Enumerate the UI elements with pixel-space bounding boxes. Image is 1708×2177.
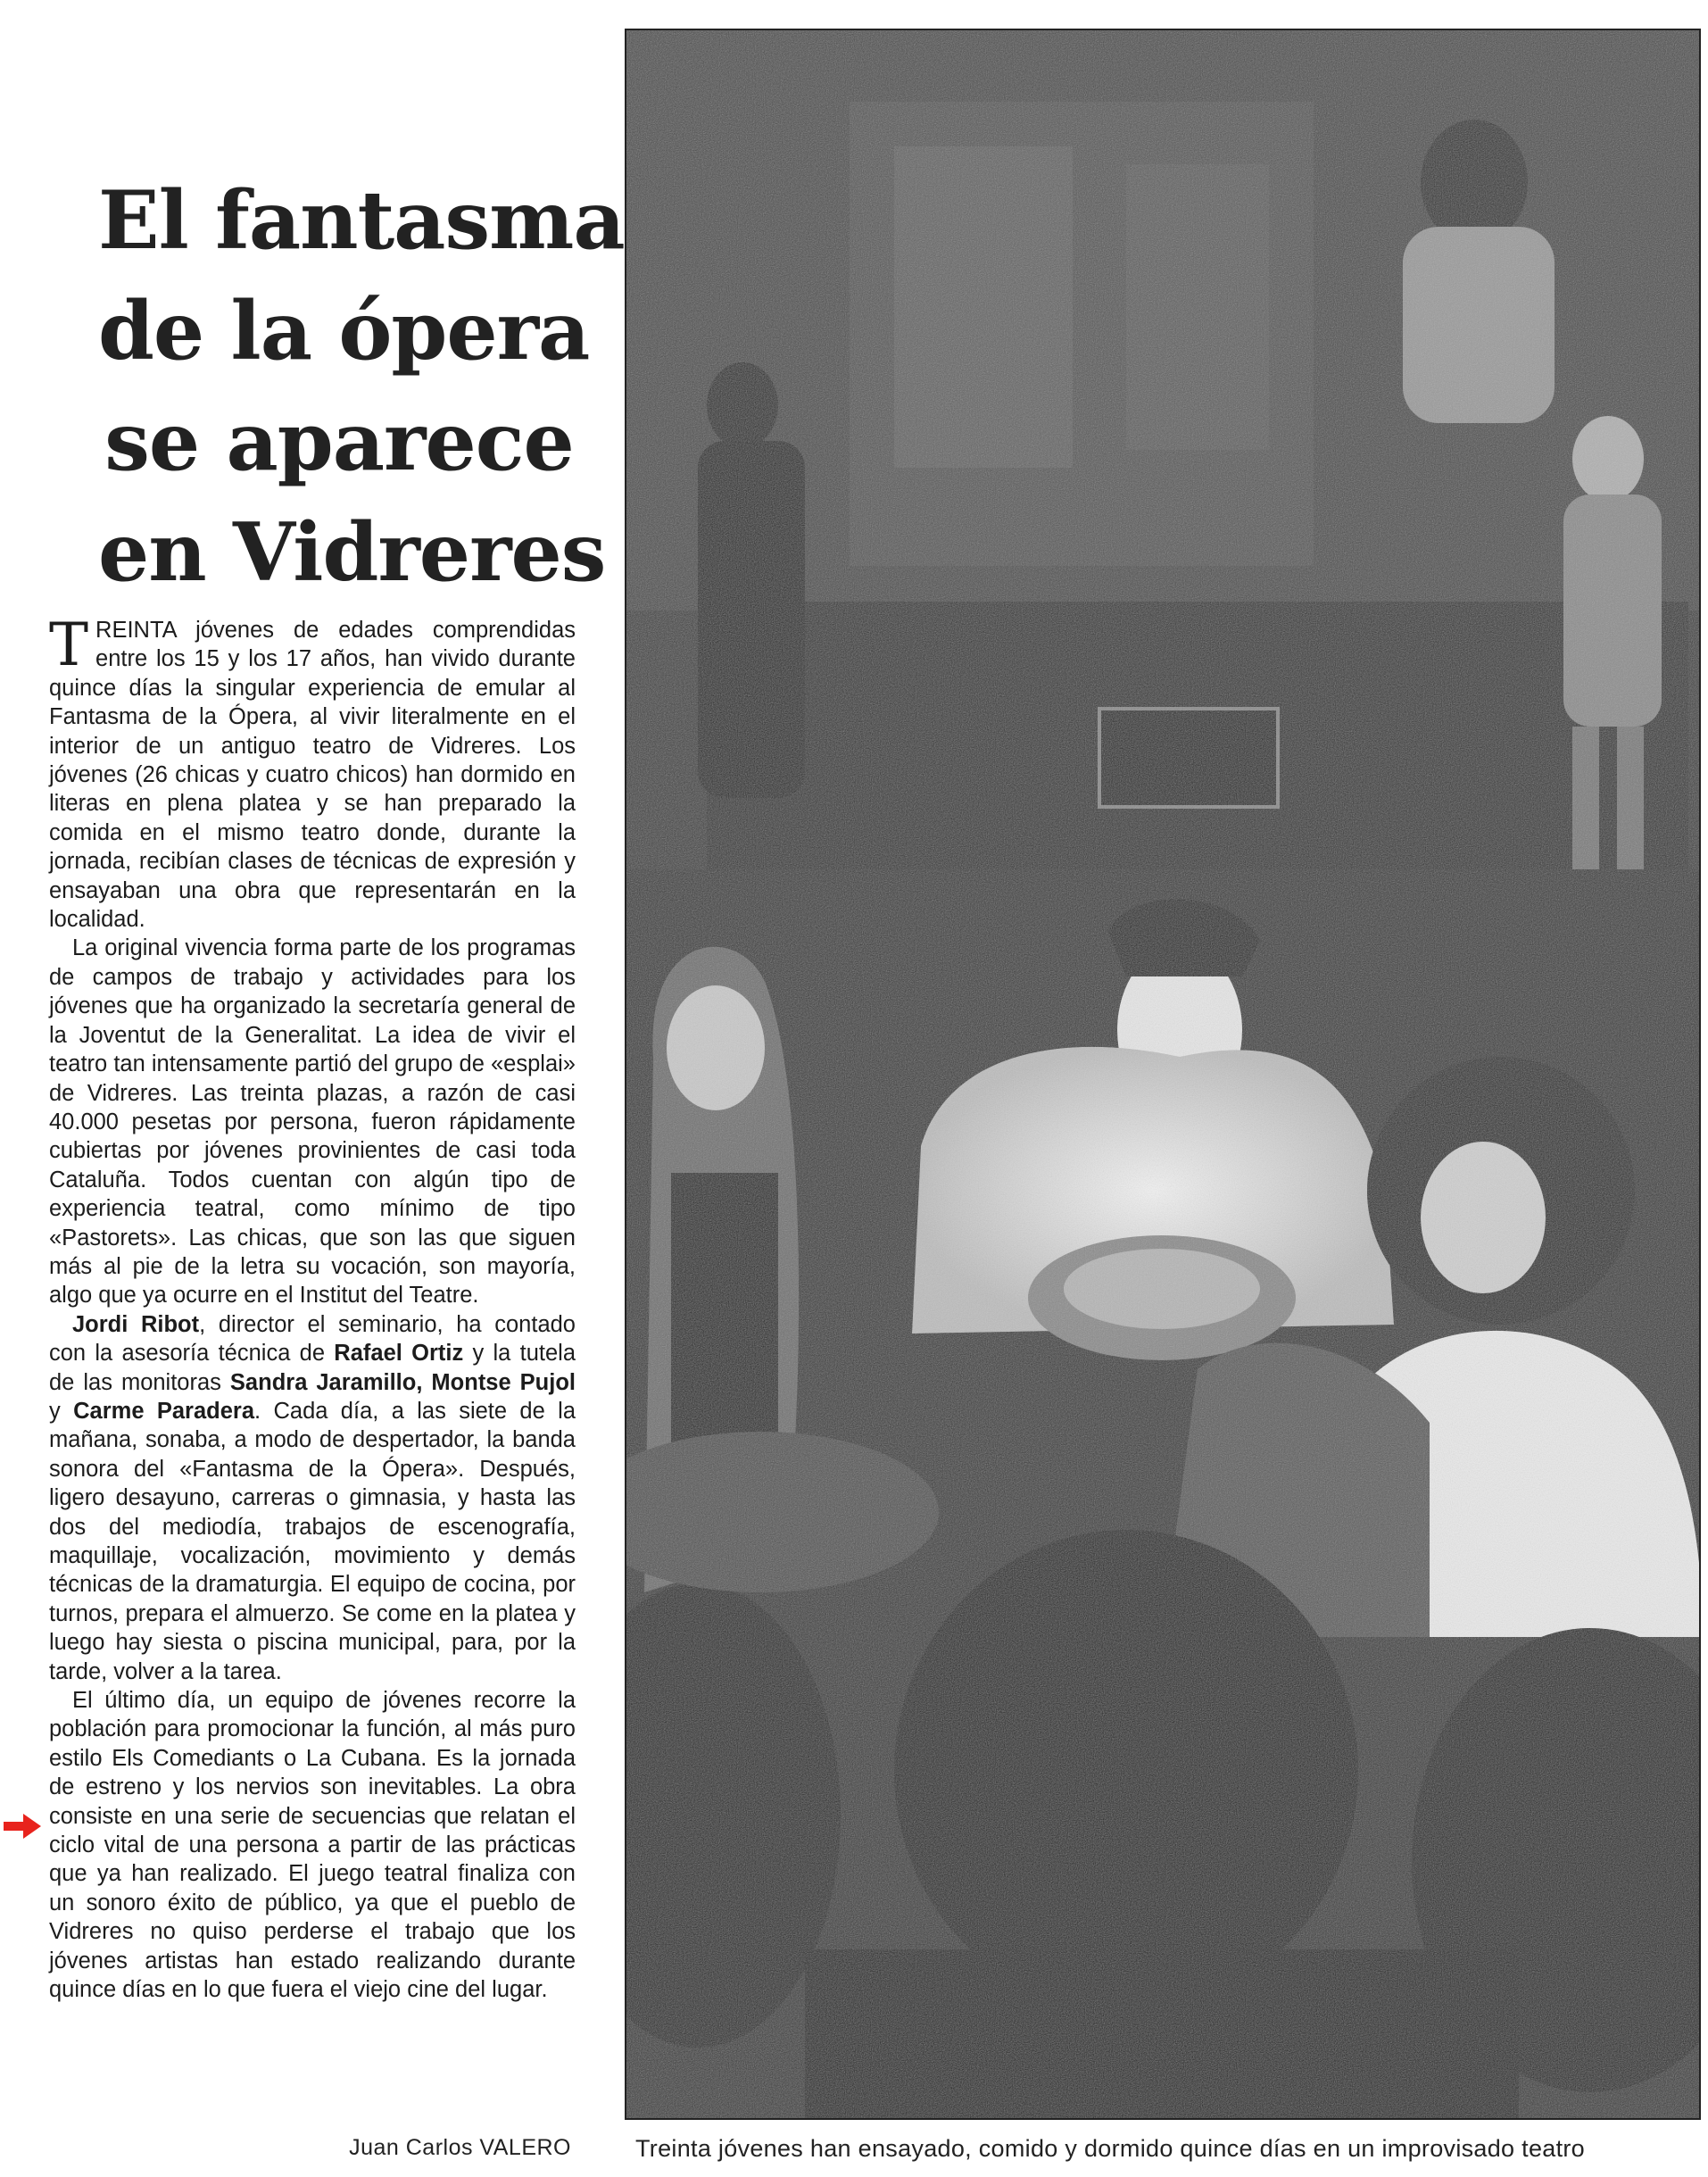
paragraph-4: El último día, un equipo de jóvenes recorre la población para promocionar la función, al más puro estilo Els Comediants o La Cubana. Es la jornada de estreno y los nervios son inevitables. La obra consiste en una serie de secuencias que relatan el ciclo vital de una persona a partir de las prácticas que ya han realizado. El juego teatral finaliza con un sonoro éxito de público, ya que el pueblo de Vidreres no quiso perderse el trabajo que los jóvenes artistas han estado realizando durante quince días en lo que fuera el viejo cine del lugar. xyxy=(49,1688,576,2003)
red-arrow-icon xyxy=(4,1814,41,1839)
paragraph-3-text-a: , director el seminario, ha contado con la asesoría técnica de xyxy=(49,1311,576,1367)
name-rafael-ortiz: Rafael Ortiz xyxy=(334,1341,464,1367)
article-headline xyxy=(98,165,625,608)
paragraph-3 xyxy=(49,1310,576,1686)
article-body xyxy=(49,611,576,2005)
article-photo xyxy=(625,29,1701,2120)
paragraph-1 xyxy=(49,611,576,934)
paragraph-1-text: REINTA jóvenes de edades comprendidas entre los 15 y los 17 años, han vivido durante quince días la singular experiencia de emular al Fantasma de la Ópera, al vivir literalmente en el interior de un antiguo teatro de Vidreres. Los jóvenes (26 chicas y cuatro chicos) han dormido en literas en plena platea y se han preparado la comida en el mismo teatro donde, durante la jornada, recibían clases de técnicas de expresión y ensayaban una obra que representarán en la localidad. xyxy=(49,618,576,933)
byline: Juan Carlos VALERO xyxy=(349,2135,571,2160)
headline-line-4: en Vidreres xyxy=(98,505,606,600)
headline-line-1: El fantasma xyxy=(98,173,625,268)
name-monitors: Sandra Jaramillo, Montse Pujol xyxy=(229,1369,576,1395)
name-carme-paradera: Carme Paradera xyxy=(73,1398,255,1424)
paragraph-3-text-b: y la tutela de las monitoras xyxy=(49,1341,576,1395)
photo-illustration xyxy=(626,30,1701,2120)
drop-cap: T xyxy=(49,611,89,679)
headline-line-3: se aparece xyxy=(104,395,574,489)
paragraph-2: La original vivencia forma parte de los programas de campos de trabajo y actividades para los jóvenes que ha organizado la secretaría general de la Joventut de la Generalitat. La idea de vivir el teatro tan intensamente partió del grupo de «esplai» de Vidreres. Las treinta plazas, a razón de casi 40.000 pesetas por persona, fueron rápidamente cubiertas por jóvenes provinientes de casi toda Cataluña. Todos cuentan con algún tipo de experiencia teatral, como mínimo de tipo «Pastorets». Las chicas, que son las que siguen más al pie de la letra su vocación, son mayoría, algo que ya ocurre en el Institut del Teatre. xyxy=(49,935,576,1309)
paragraph-3-text-c: y xyxy=(49,1398,74,1424)
paragraph-3-text-d: . Cada día, a las siete de la mañana, sonaba, a modo de despertador, la banda sonora del «Fantasma de la Ópera». Después, ligero desayuno, carreras o gimnasia, y hasta las dos del mediodía, trabajos de escenografía, maquillaje, vocalización, movimiento y demás técnicas de la dramaturgia. El equipo de cocina, por turnos, prepara el almuerzo. Se come en la platea y luego hay siesta o piscina municipal, para, por la tarde, volver a la tarea. xyxy=(49,1398,576,1684)
name-jordi-ribot: Jordi Ribot xyxy=(72,1311,200,1337)
photo-caption: Treinta jóvenes han ensayado, comido y dormido quince días en un improvisado teatro xyxy=(635,2135,1586,2162)
headline-line-2: de la ópera xyxy=(98,284,590,378)
